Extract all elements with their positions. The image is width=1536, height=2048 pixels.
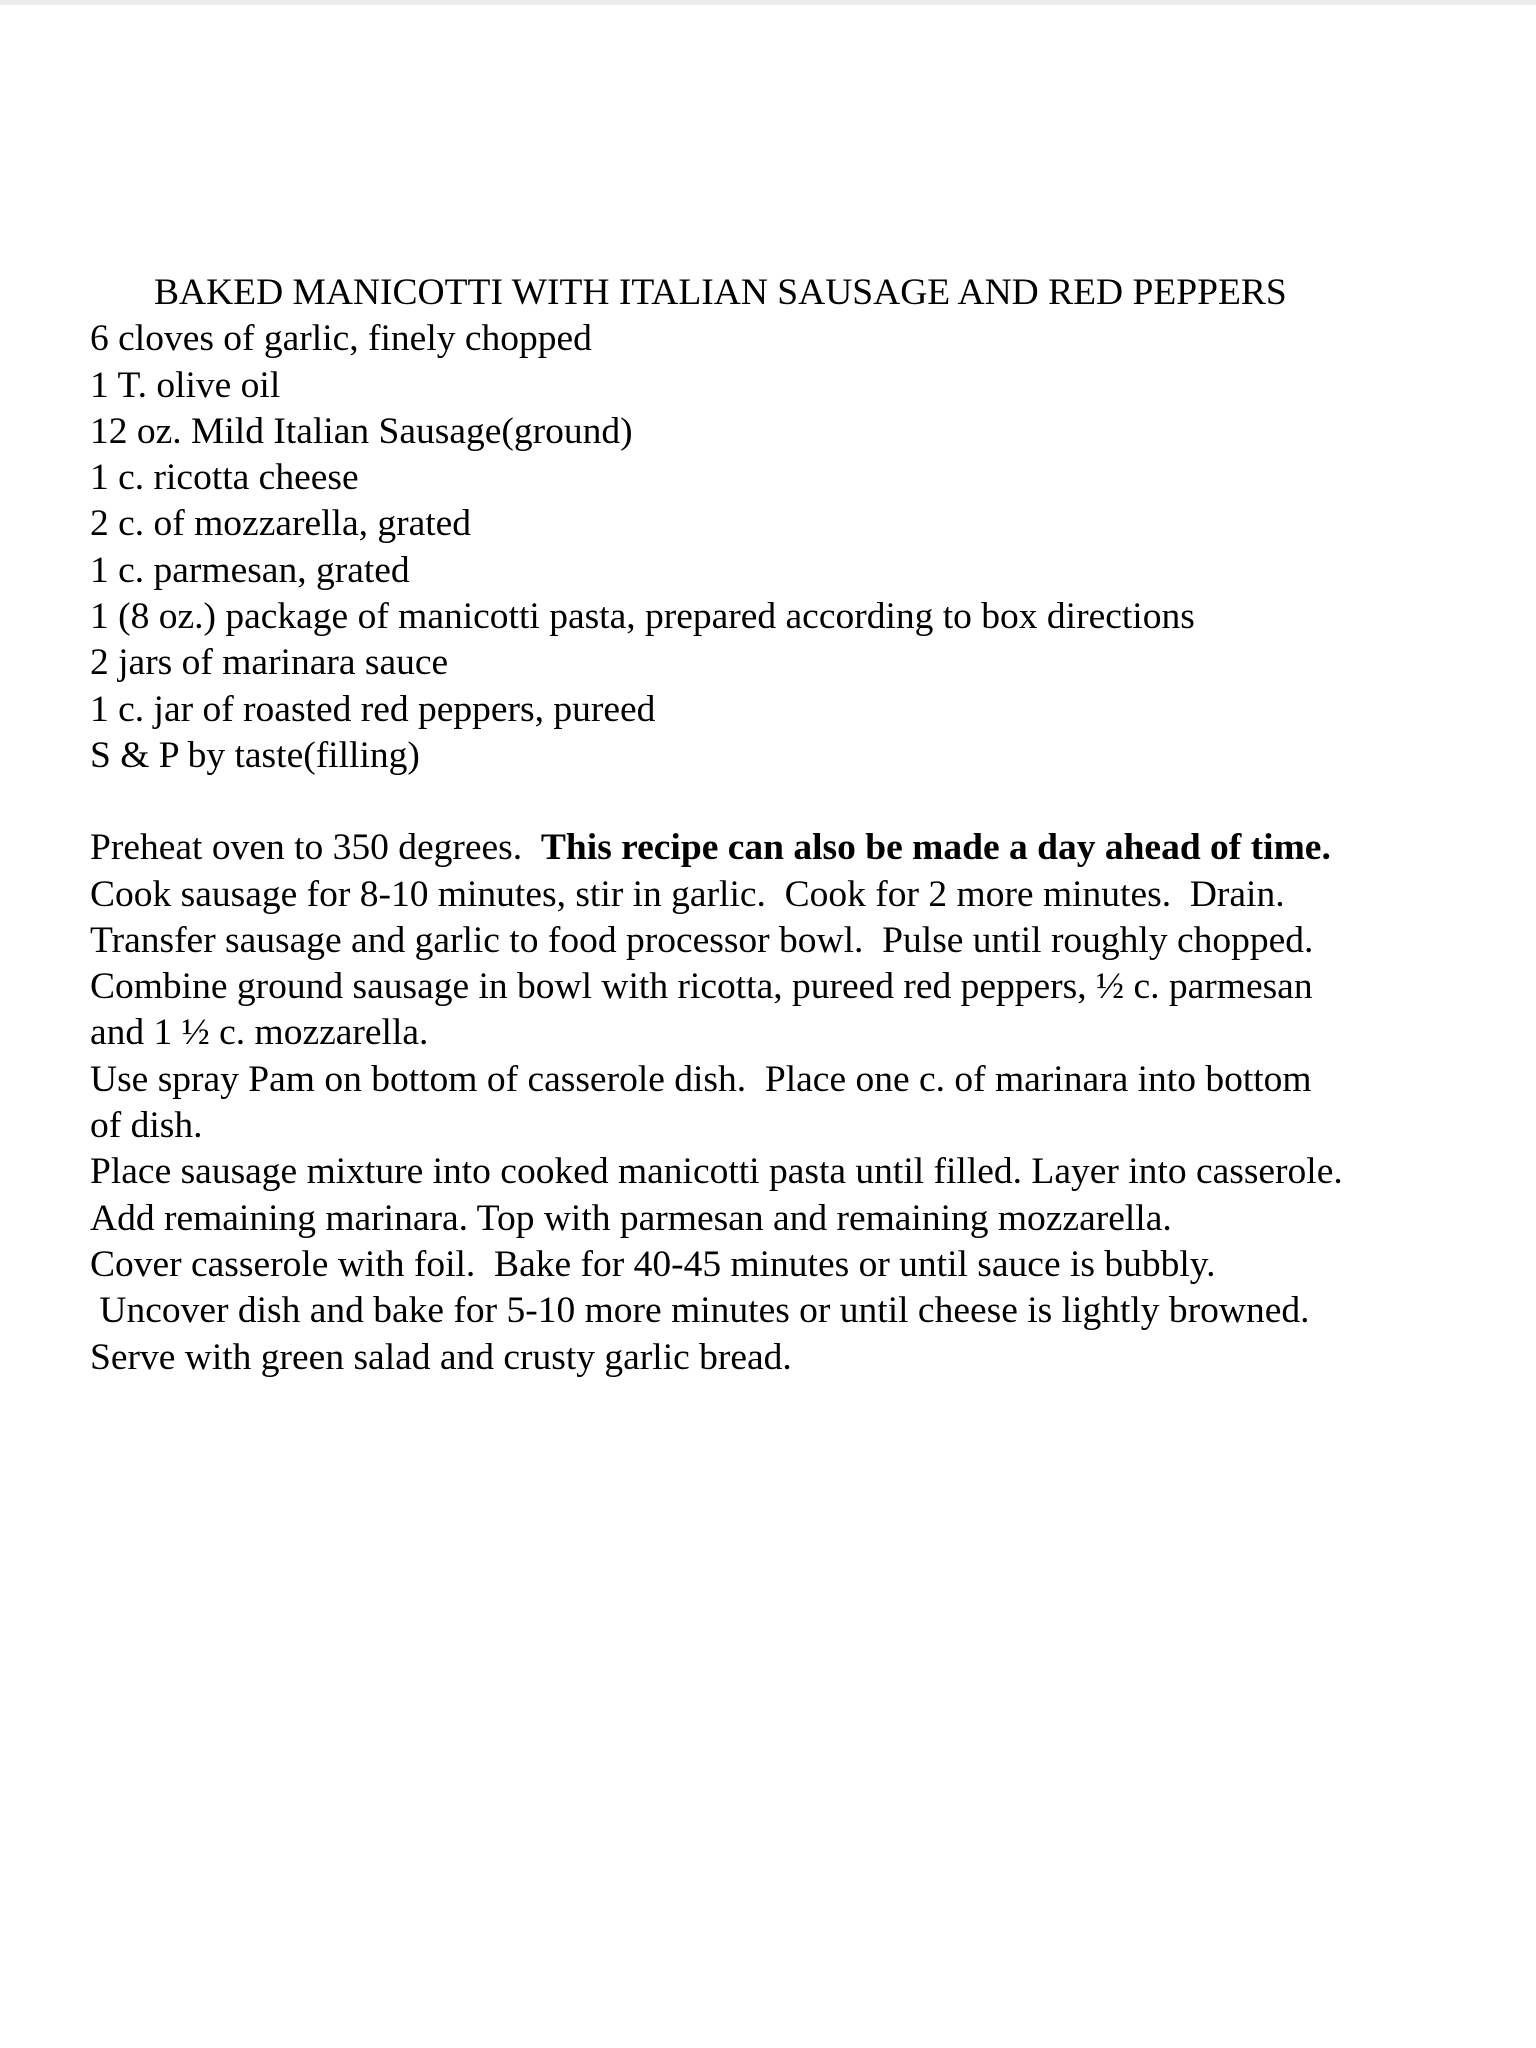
direction-line: Serve with green salad and crusty garlic bread. [90, 1336, 792, 1378]
direction-line: Combine ground sausage in bowl with ricotta, pureed red peppers, ½ c. parmesan [90, 966, 1313, 1008]
ingredient-line: 1 (8 oz.) package of manicotti pasta, prepared according to box directions [90, 596, 1195, 638]
ingredient-line: 1 T. olive oil [90, 364, 281, 406]
direction-line: Add remaining marinara. Top with parmesan and remaining mozzarella. [90, 1197, 1172, 1239]
ingredient-line: 2 c. of mozzarella, grated [90, 503, 472, 545]
ingredient-line: 2 jars of marinara sauce [90, 642, 449, 684]
ingredient-line: S & P by taste(filling) [90, 734, 420, 776]
direction-line: Place sausage mixture into cooked manicotti pasta until filled. Layer into casserole. [90, 1151, 1343, 1193]
ingredient-line: 6 cloves of garlic, finely chopped [90, 318, 592, 360]
direction-line: Transfer sausage and garlic to food processor bowl. Pulse until roughly chopped. [90, 919, 1314, 961]
direction-line: of dish. [90, 1105, 203, 1147]
ingredient-line: 1 c. jar of roasted red peppers, pureed [90, 688, 656, 730]
direction-line: Cover casserole with foil. Bake for 40-45 minutes or until sauce is bubbly. [90, 1243, 1216, 1285]
directions [90, 825, 1490, 1381]
ingredient-line: 1 c. parmesan, grated [90, 549, 410, 591]
page-top-edge [0, 0, 1536, 5]
section-gap [90, 779, 1490, 825]
recipe-title: BAKED MANICOTTI WITH ITALIAN SAUSAGE AND RED PEPPERS [154, 272, 1287, 313]
directions-intro-line [90, 825, 1490, 871]
direction-line: Use spray Pam on bottom of casserole dish. Place one c. of marinara into bottom [90, 1058, 1312, 1100]
preheat-text: Preheat oven to 350 degrees. [90, 827, 541, 869]
direction-line: Uncover dish and bake for 5-10 more minutes or until cheese is lightly browned. [90, 1290, 1310, 1332]
direction-line: Cook sausage for 8-10 minutes, stir in garlic. Cook for 2 more minutes. Drain. [90, 873, 1285, 915]
ingredient-line: 1 c. ricotta cheese [90, 457, 359, 499]
ingredient-line: 12 oz. Mild Italian Sausage(ground) [90, 410, 633, 452]
recipe-document [90, 270, 1490, 1381]
make-ahead-note: This recipe can also be made a day ahead of time. [540, 827, 1331, 869]
ingredients-list [90, 316, 1490, 779]
direction-line: and 1 ½ c. mozzarella. [90, 1012, 429, 1054]
